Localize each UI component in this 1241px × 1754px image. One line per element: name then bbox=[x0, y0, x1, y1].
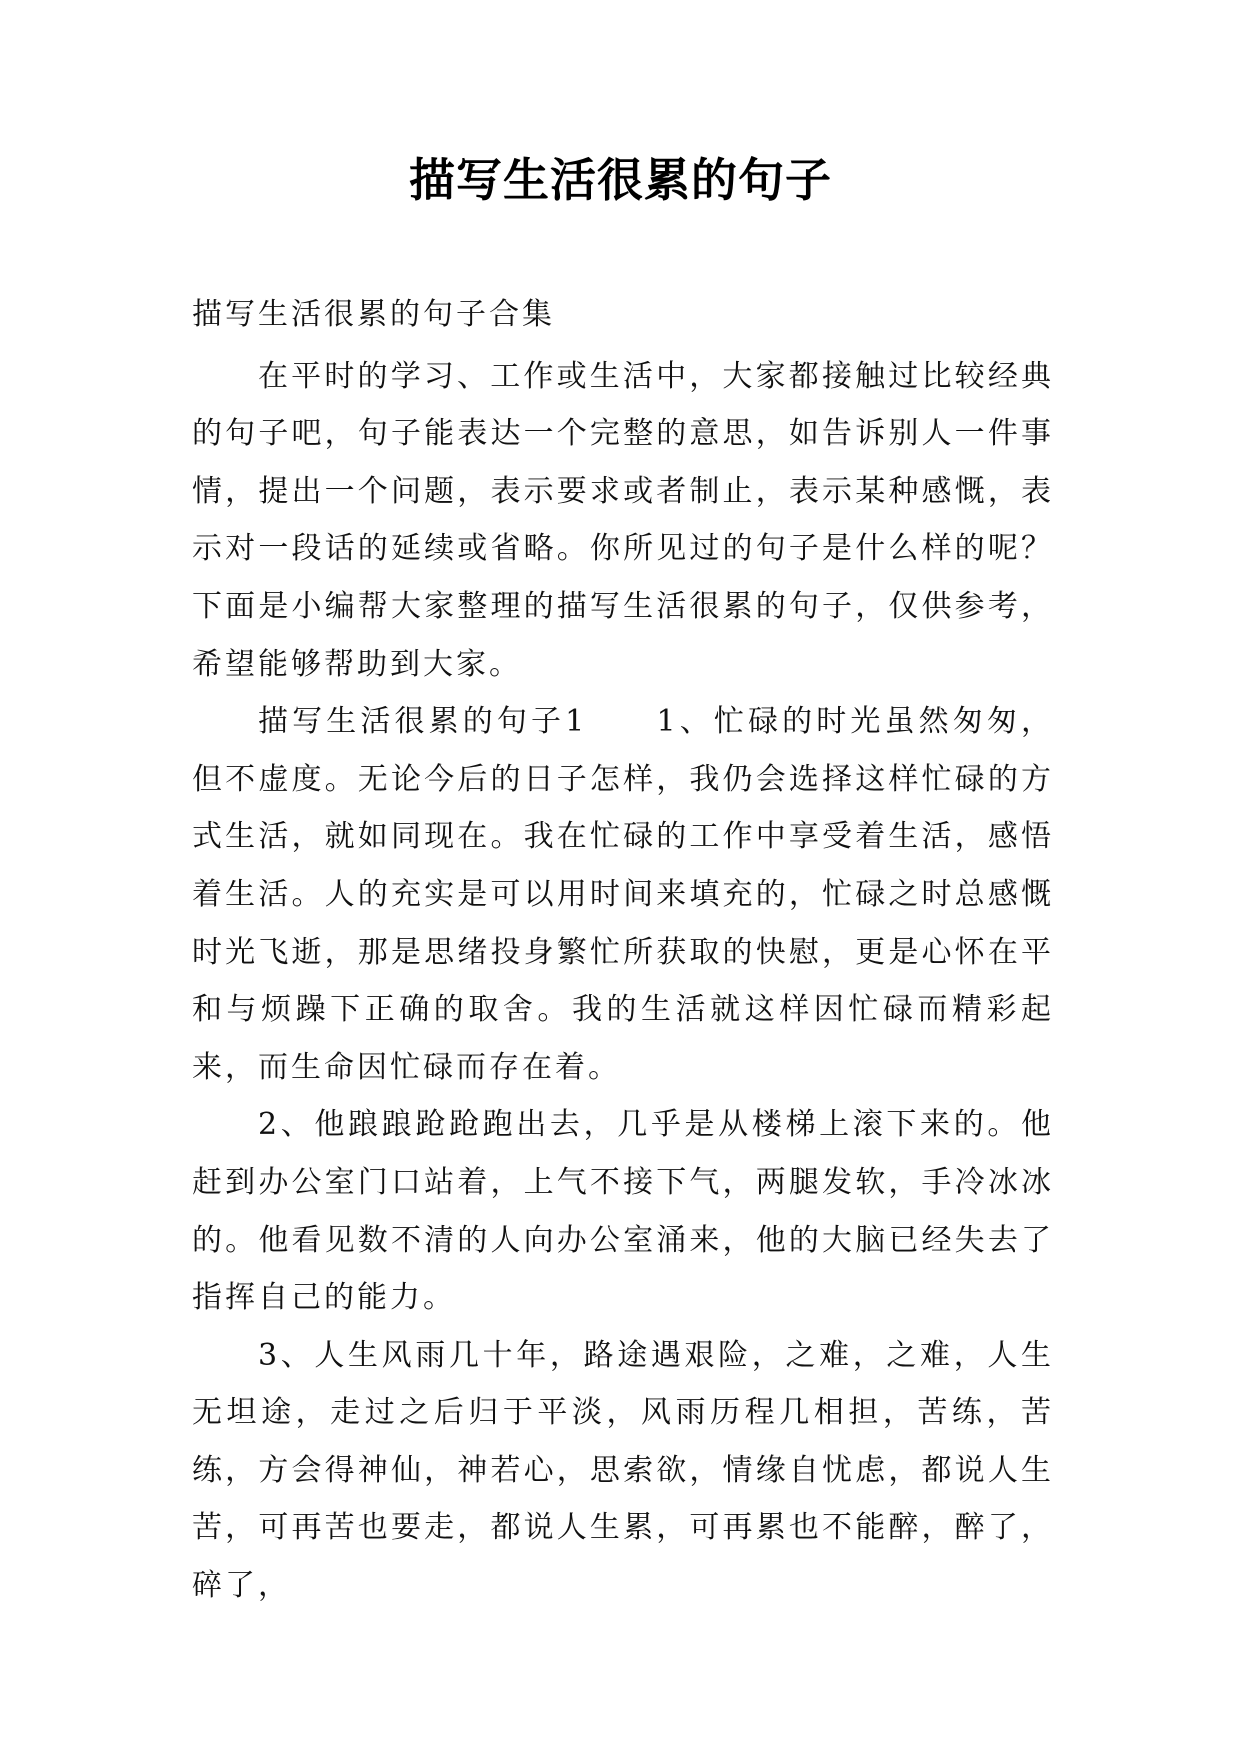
document-title: 描写生活很累的句子 bbox=[409, 153, 832, 207]
paragraph-2: 2、他踉踉跄跄跑出去，几乎是从楼梯上滚下来的。他赶到办公室门口站着，上气不接下气，两腿发软，手冷冰冰的。他看见数不清的人向办公室涌来，他的大脑已经失去了指挥自己的能力。 bbox=[192, 1107, 1054, 1316]
paragraph-1: 描写生活很累的句子1 1、忙碌的时光虽然匆匆，但不虚度。无论今后的日子怎样，我仍会选择这样忙碌的方式生活，就如同现在。我在忙碌的工作中享受着生活，感悟着生活。人的充实是可以用时间来填充的，忙碌之时总感慨时光飞逝，那是思绪投身繁忙所获取的快慰，更是心怀在平和与烦躁下正确的取舍。我的生活就这样因忙碌而精彩起来，而生命因忙碌而存在着。 bbox=[192, 704, 1054, 1085]
document-body bbox=[192, 286, 1054, 1615]
paragraph-intro: 在平时的学习、工作或生活中，大家都接触过比较经典的句子吧，句子能表达一个完整的意思，如告诉别人一件事情，提出一个问题，表示要求或者制止，表示某种感慨，表示对一段话的延续或省略。你所见过的句子是什么样的呢？下面是小编帮大家整理的描写生活很累的句子，仅供参考，希望能够帮助到大家。 bbox=[192, 358, 1054, 682]
document-subtitle: 描写生活很累的句子合集 bbox=[192, 297, 555, 332]
paragraph-3: 3、人生风雨几十年，路途遇艰险，之难，之难，人生无坦途，走过之后归于平淡，风雨历程几相担，苦练，苦练，方会得神仙，神若心，思索欲，情缘自忧虑，都说人生苦，可再苦也要走，都说人生累，可再累也不能醉，醉了，碎了， bbox=[192, 1337, 1054, 1604]
